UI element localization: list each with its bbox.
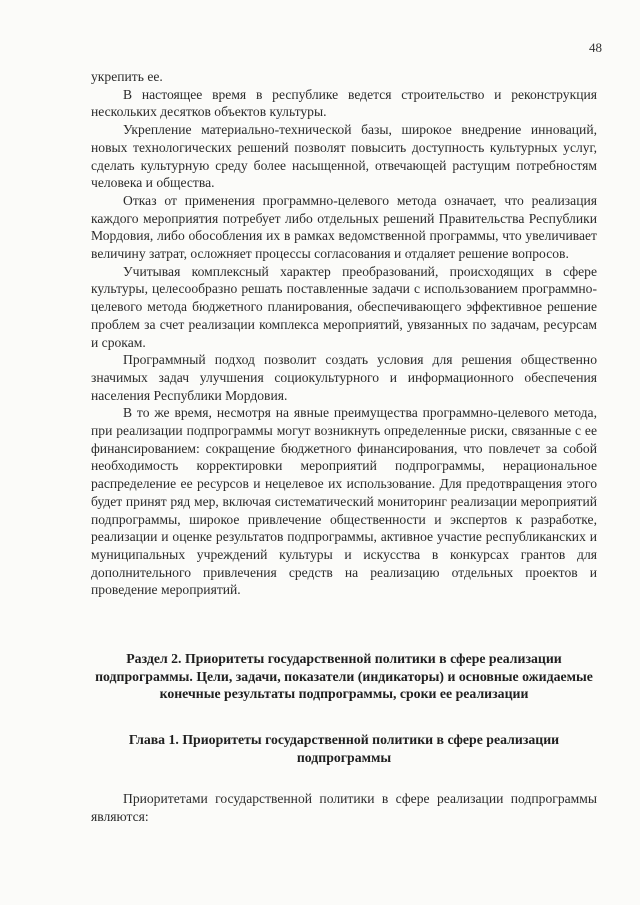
paragraph: Укрепление материально-технической базы, широкое внедрение инноваций, новых технологических решений позволят повысить доступность культурных услуг, сделать культурную среду более насыщенной, отвечающей растущим потребностям человека и общества.: [91, 122, 597, 191]
paragraph: В то же время, несмотря на явные преимущества программно-целевого метода, при реализации подпрограммы могут возникнуть определенные риски, связанные с ее финансированием: сокращение бюджетного финансирования, что повлечет за собой необходимость корректировки мероприятий подпрограммы, нерациональное распределение ее ресурсов и нецелевое их использование. Для предотвращения этого будет принят ряд мер, включая систематический мониторинг реализации мероприятий подпрограммы, широкое привлечение общественности и экспертов к разработке, реализации и оценке результатов подпрограммы, активное участие республиканских и муниципальных учреждений культуры и искусства в конкурсах грантов для дополнительного привлечения средств на реализацию отдельных проектов и проведение мероприятий.: [91, 405, 597, 598]
body-text: [91, 68, 597, 599]
section-heading: Раздел 2. Приоритеты государственной политики в сфере реализации подпрограммы. Цели, задачи, показатели (индикаторы) и основные ожидаемые конечные результаты подпрограммы, сроки ее реализации: [95, 651, 593, 702]
paragraph: В настоящее время в республике ведется строительство и реконструкция нескольких десятков объектов культуры.: [91, 86, 597, 120]
page-number: 48: [589, 40, 602, 55]
chapter-heading: Глава 1. Приоритеты государственной политики в сфере реализации подпрограммы: [128, 732, 560, 765]
closing-paragraph: Приоритетами государственной политики в сфере реализации подпрограммы являются:: [91, 791, 597, 824]
paragraph: Программный подход позволит создать условия для решения общественно значимых задач улучшения социокультурного и информационного обеспечения населения Республики Мордовия.: [91, 352, 597, 403]
paragraph-continuation: укрепить ее.: [91, 69, 163, 84]
paragraph: Отказ от применения программно-целевого метода означает, что реализация каждого мероприятия потребует либо отдельных решений Правительства Республики Мордовия, либо обособления их в рамках ведомственной программы, что увеличивает величину затрат, осложняет процессы согласования и отдаляет решение вопросов.: [91, 192, 597, 262]
paragraph: Учитывая комплексный характер преобразований, происходящих в сфере культуры, целесообразно решать поставленные задачи с использованием программно-целевого метода бюджетного планирования, обеспечивающего эффективное решение проблем за счет реализации комплекса мероприятий, увязанных по задачам, ресурсам и срокам.: [91, 263, 597, 350]
